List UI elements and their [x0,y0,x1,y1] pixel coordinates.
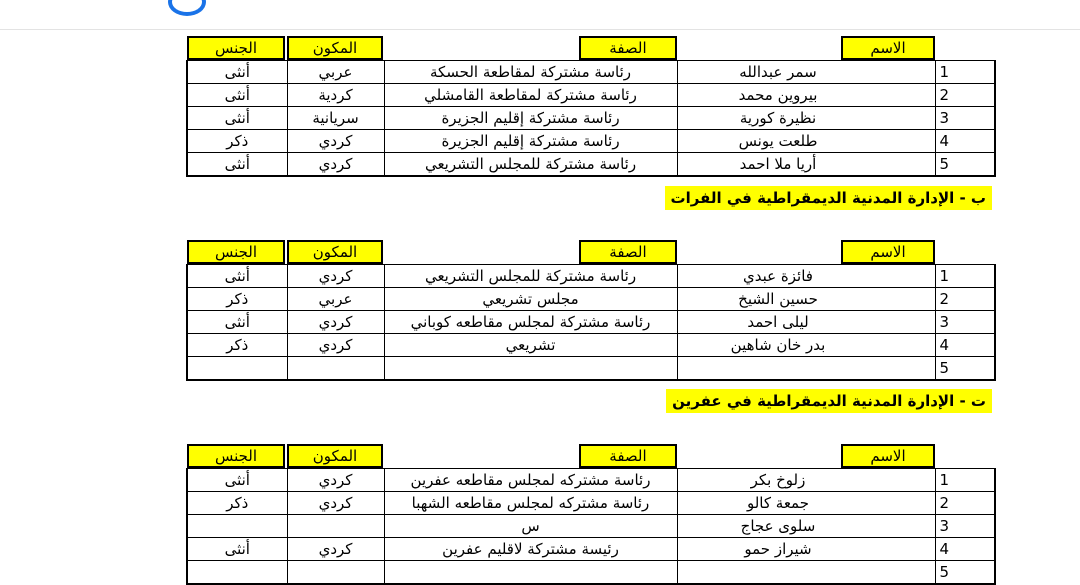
table1-header-component: المكون [287,36,383,60]
component-cell: كردي [287,153,384,177]
table-row [187,561,995,585]
row-number-cell: 1 [935,469,995,492]
table1-header-row [187,36,995,61]
component-cell: كردي [287,538,384,561]
role-cell: رئاسة مشتركة لمجلس مقاطعه كوباني [384,311,677,334]
table-row [187,492,995,515]
gender-cell: أنثى [187,311,287,334]
row-number-cell: 5 [935,561,995,585]
table-row [187,357,995,381]
row-number-cell: 2 [935,492,995,515]
name-cell: بيروين محمد [677,84,935,107]
row-number-cell: 5 [935,357,995,381]
table3-header-row [187,444,995,469]
row-number-cell: 2 [935,84,995,107]
component-cell: كردي [287,311,384,334]
table1-header-gender: الجنس [187,36,285,60]
section-title-afrin: ت - الإدارة المدنية الديمقراطية في عفرين [666,389,992,413]
table3-header-role: الصفة [579,444,677,468]
role-cell: رئاسة مشتركة للمجلس التشريعي [384,153,677,177]
gender-cell: أنثى [187,107,287,130]
table-row [187,107,995,130]
component-cell: كردي [287,469,384,492]
table3-table [186,444,996,585]
name-cell: شيراز حمو [677,538,935,561]
component-cell: كردي [287,492,384,515]
gender-cell: ذكر [187,334,287,357]
gender-cell [187,515,287,538]
component-cell: كردي [287,130,384,153]
role-cell: رئاسة مشتركه لمجلس مقاطعه عفرين [384,469,677,492]
gender-cell [187,561,287,585]
row-number-cell: 4 [935,538,995,561]
table3-header-name: الاسم [841,444,935,468]
table2-header-component: المكون [287,240,383,264]
gender-cell: أنثى [187,61,287,84]
component-cell: عربي [287,61,384,84]
role-cell: رئاسة مشتركة لمقاطعة الحسكة [384,61,677,84]
table3-header-gender: الجنس [187,444,285,468]
component-cell: سريانية [287,107,384,130]
name-cell: زلوخ بكر [677,469,935,492]
gender-cell: أنثى [187,469,287,492]
name-cell [677,357,935,381]
role-cell [384,561,677,585]
row-number-cell: 3 [935,107,995,130]
component-cell [287,561,384,585]
table1-header-role: الصفة [579,36,677,60]
name-cell: نظيرة كورية [677,107,935,130]
role-cell: رئاسة مشتركة إقليم الجزيرة [384,130,677,153]
gender-cell: أنثى [187,265,287,288]
name-cell: أريا ملا احمد [677,153,935,177]
gender-cell: أنثى [187,153,287,177]
table2-table [186,240,996,381]
table2-header-name: الاسم [841,240,935,264]
row-number-cell: 1 [935,265,995,288]
row-number-cell: 2 [935,288,995,311]
row-number-cell: 3 [935,311,995,334]
table-row [187,265,995,288]
component-cell [287,515,384,538]
name-cell: سلوى عجاج [677,515,935,538]
table1-table [186,36,996,177]
table-row [187,130,995,153]
table-row [187,311,995,334]
role-cell: س [384,515,677,538]
name-cell: فائزة عبدي [677,265,935,288]
name-cell: حسين الشيخ [677,288,935,311]
table-row [187,515,995,538]
role-cell: تشريعي [384,334,677,357]
gender-cell: ذكر [187,492,287,515]
gender-cell: ذكر [187,288,287,311]
section-title-euphrates: ب - الإدارة المدنية الديمقراطية في الفرات [665,186,992,210]
component-cell [287,357,384,381]
table2-header-gender: الجنس [187,240,285,264]
row-number-cell: 1 [935,61,995,84]
role-cell: رئيسة مشتركة لاقليم عفرين [384,538,677,561]
app-logo-fragment [168,0,206,16]
role-cell: رئاسة مشتركه لمجلس مقاطعه الشهبا [384,492,677,515]
row-number-cell: 3 [935,515,995,538]
name-cell: سمر عبدالله [677,61,935,84]
component-cell: كردي [287,334,384,357]
role-cell: رئاسة مشتركة إقليم الجزيرة [384,107,677,130]
table1-header-name: الاسم [841,36,935,60]
table2-header-role: الصفة [579,240,677,264]
table-row [187,61,995,84]
name-cell: جمعة كالو [677,492,935,515]
table-row [187,334,995,357]
table3-header-component: المكون [287,444,383,468]
top-divider [0,29,1080,30]
name-cell: ليلى احمد [677,311,935,334]
component-cell: كردي [287,265,384,288]
gender-cell: أنثى [187,84,287,107]
role-cell: رئاسة مشتركة للمجلس التشريعي [384,265,677,288]
gender-cell: ذكر [187,130,287,153]
name-cell: طلعت يونس [677,130,935,153]
role-cell: رئاسة مشتركة لمقاطعة القامشلي [384,84,677,107]
name-cell: بدر خان شاهين [677,334,935,357]
table-row [187,288,995,311]
table-row [187,84,995,107]
row-number-cell: 4 [935,334,995,357]
gender-cell [187,357,287,381]
role-cell: مجلس تشريعي [384,288,677,311]
component-cell: كردية [287,84,384,107]
table-row [187,153,995,177]
row-number-cell: 4 [935,130,995,153]
table-row [187,538,995,561]
row-number-cell: 5 [935,153,995,177]
table2-header-row [187,240,995,265]
component-cell: عربي [287,288,384,311]
role-cell [384,357,677,381]
name-cell [677,561,935,585]
table-row [187,469,995,492]
gender-cell: أنثى [187,538,287,561]
